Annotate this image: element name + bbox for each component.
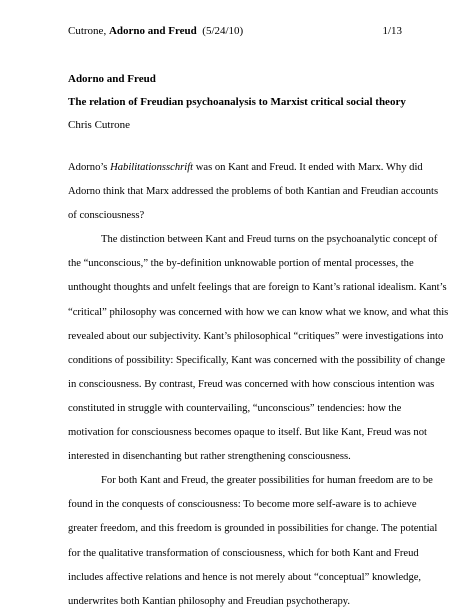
paragraph-line: includes affective relations and hence is not merely about “conceptual” knowledge, [68,571,422,583]
header-author: Cutrone, [68,25,109,37]
page-header [68,25,402,41]
header-citation [68,25,243,37]
header-title: Adorno and Freud [108,25,197,37]
document-subtitle: The relation of Freudian psychoanalysis to Marxist critical social theory [68,96,406,108]
header-date: (5/24/10) [202,25,244,37]
paragraph-line: For both Kant and Freud, the greater possibilities for human freedom are to be [101,475,433,487]
paragraph-line: revealed about our subjectivity. Kant’s philosophical “critiques” were investigations into [68,330,444,342]
paragraph-line: for the qualitative transformation of consciousness, which for both Kant and Freud [68,547,419,559]
title-block [68,72,408,141]
paragraph-2 [68,228,449,469]
paragraph-line: underwrites both Kantian philosophy and Freudian psychotherapy. [68,595,351,607]
document-author: Chris Cutrone [68,119,131,131]
paragraph-line [68,156,423,180]
paragraph-line: constituted in struggle with countervailing, “unconscious” tendencies: how the [68,402,402,414]
paragraph-3 [68,469,438,614]
paragraph-line: motivation for consciousness becomes opaque to itself. But like Kant, Freud was not [68,427,427,439]
text-run: Adorno’s [68,162,111,173]
paragraph-1 [68,156,439,228]
paragraph-line: conditions of possibility: Specifically, Kant was concerned with the possibility of change [68,354,446,366]
paragraph-line: greater freedom, and this freedom is grounded in possibilities for change. The potential [68,523,438,535]
paragraph-line: unthought thoughts and unfelt feelings that are foreign to Kant’s rational idealism. Kant’s [68,282,447,294]
paragraph-line: “critical” philosophy was concerned with how we can know what we know, and what this [68,306,449,318]
paragraph-line: of consciousness? [68,210,145,222]
document-title: Adorno and Freud [68,73,156,85]
paragraph-line: the “unconscious,” the by-definition unknowable portion of mental processes, the [68,258,414,270]
paragraph-line: found in the conquests of consciousness: To become more self-aware is to achieve [68,499,417,511]
header-page-number: 1/13 [382,25,402,37]
italic-text-run: Habilitationsschrift [110,162,194,173]
paragraph-line: The distinction between Kant and Freud turns on the psychoanalytic concept of [101,234,438,246]
paragraph-line: in consciousness. By contrast, Freud was concerned with how conscious intention was [68,378,435,390]
paragraph-line: interested in disenchanting but rather strengthening consciousness. [68,451,351,463]
paragraph-line: Adorno think that Marx addressed the problems of both Kantian and Freudian accounts [68,186,439,198]
document-body [68,156,449,614]
text-run: was on Kant and Freud. It ended with Marx. Why did [193,162,423,173]
